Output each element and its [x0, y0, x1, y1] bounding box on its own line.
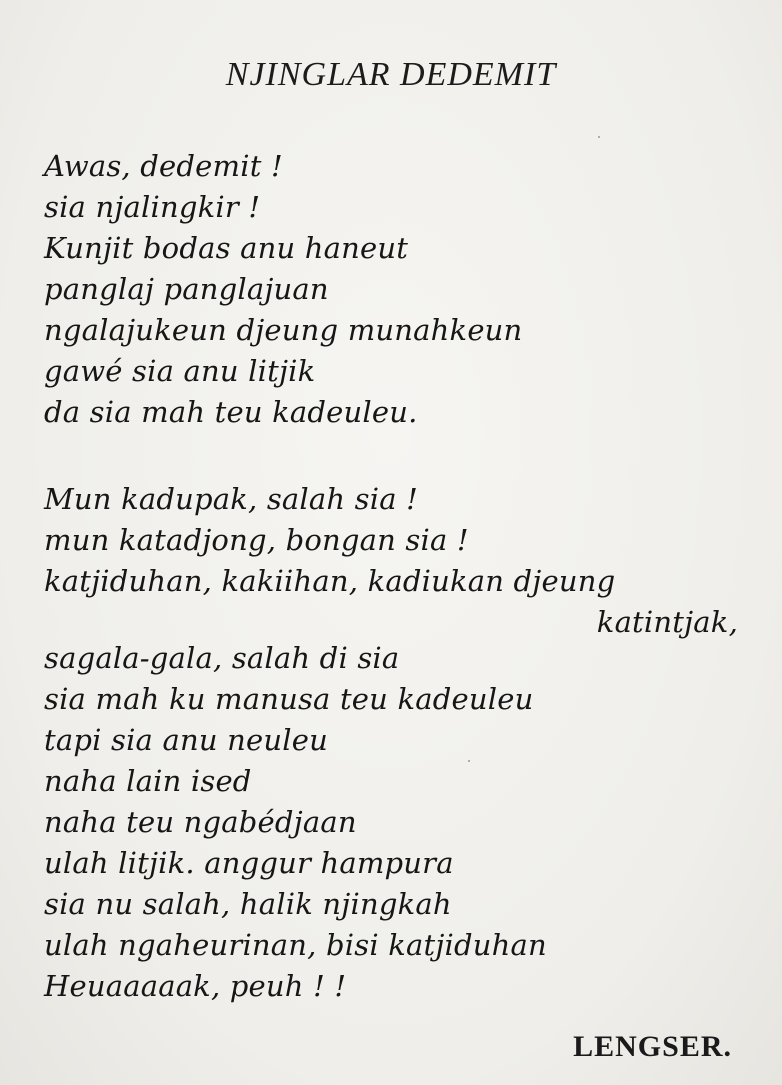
- poem-line: Heuaaaaak, peuh ! !: [44, 969, 347, 1003]
- poem-line: Awas, dedemit !: [44, 149, 283, 183]
- poem-title: NJINGLAR DEDEMIT: [225, 56, 557, 93]
- poem-line: ulah litjik. anggur hampura: [44, 846, 454, 880]
- poem-line: naha teu ngabédjaan: [44, 805, 357, 839]
- paper-speck: [468, 760, 470, 762]
- poem-line: da sia mah teu kadeuleu.: [44, 395, 418, 429]
- poem-line-continuation: katintjak,: [596, 605, 738, 639]
- poem-line: Mun kadupak, salah sia !: [44, 482, 418, 516]
- poem-line: mun katadjong, bongan sia !: [44, 523, 469, 557]
- poem-line: ulah ngaheurinan, bisi katjiduhan: [44, 928, 547, 962]
- poem-line: panglaj panglajuan: [44, 272, 329, 306]
- poem-line: tapi sia anu neuleu: [44, 723, 328, 757]
- poem-line: sagala-gala, salah di sia: [44, 641, 400, 675]
- poem-line: Kunjit bodas anu haneut: [44, 231, 409, 265]
- stanza-1: [44, 146, 744, 433]
- stanza-3: [44, 638, 744, 1007]
- poem-line: sia mah ku manusa teu kadeuleu: [44, 682, 534, 716]
- poem-line: naha lain ised: [44, 764, 252, 798]
- poem-line: sia njalingkir !: [44, 190, 261, 224]
- poem-line: katjiduhan, kakiihan, kadiukan djeung: [44, 564, 616, 598]
- paper-speck: [598, 136, 600, 138]
- poem-line: ngalajukeun djeung munahkeun: [44, 313, 523, 347]
- poem-line: sia nu salah, halik njingkah: [44, 887, 452, 921]
- poem-line: gawé sia anu litjik: [44, 354, 316, 388]
- poem-signature: LENGSER.: [573, 1030, 732, 1063]
- stanza-2: [44, 479, 744, 643]
